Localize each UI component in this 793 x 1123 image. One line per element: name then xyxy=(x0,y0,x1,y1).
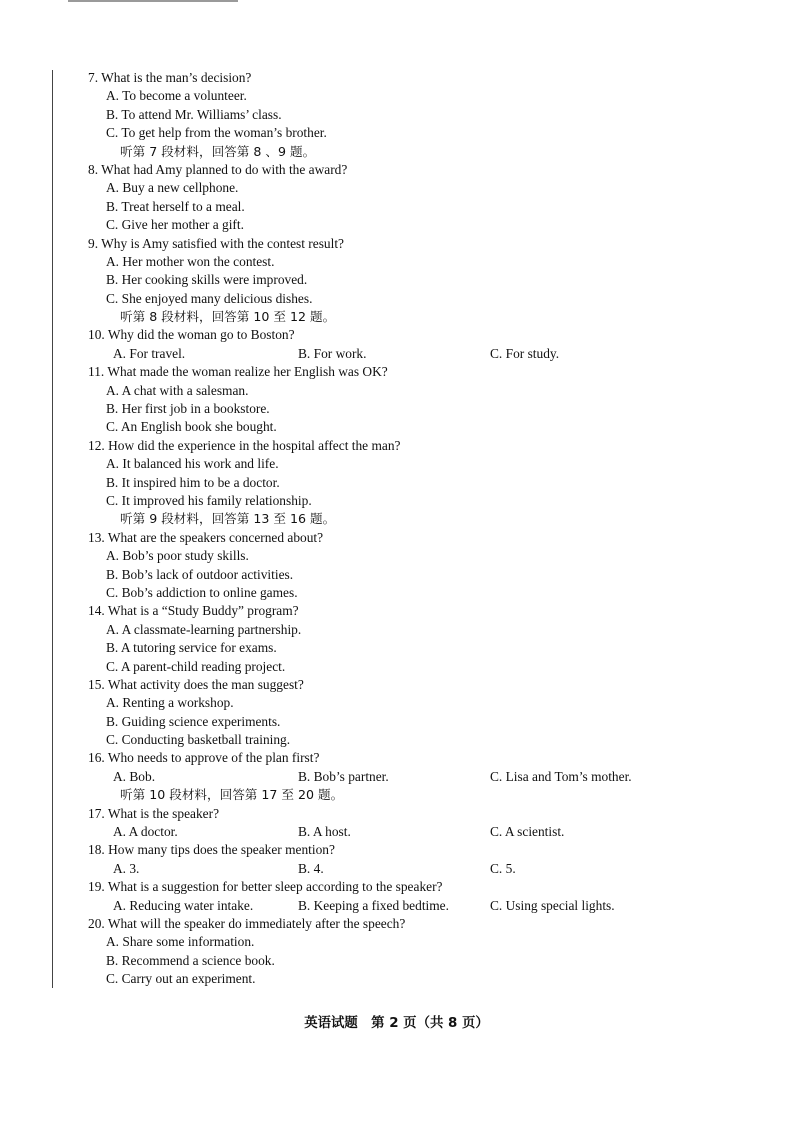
question-text: 14. What is a “Study Buddy” program? xyxy=(88,603,299,619)
option-text: C. Using special lights. xyxy=(490,897,615,913)
question-text: 9. Why is Amy satisfied with the contest result? xyxy=(88,235,344,251)
option-text: A. To become a volunteer. xyxy=(106,88,247,104)
option-text: A. Bob. xyxy=(113,768,156,784)
option-text: A. Bob’s poor study skills. xyxy=(106,548,249,564)
option-row xyxy=(0,897,793,915)
question-text: 11. What made the woman realize her English was OK? xyxy=(88,364,388,380)
option-text: B. 4. xyxy=(298,860,324,876)
option-text: C. Bob’s addiction to online games. xyxy=(106,584,298,600)
question-text: 20. What will the speaker do immediately after the speech? xyxy=(88,915,406,931)
option-text: A. Buy a new cellphone. xyxy=(106,180,239,196)
option-text: C. A parent-child reading project. xyxy=(106,658,286,674)
option-text: C. An English book she bought. xyxy=(106,419,277,435)
option-text: B. Treat herself to a meal. xyxy=(106,198,245,214)
question-text: 12. How did the experience in the hospital affect the man? xyxy=(88,437,401,453)
option-text: C. 5. xyxy=(490,860,516,876)
top-edge-rule xyxy=(68,0,238,2)
option-text: A. A doctor. xyxy=(113,824,178,840)
option-text: B. A tutoring service for exams. xyxy=(106,640,277,656)
page-footer: 英语试题 第 2 页（共 8 页） xyxy=(304,1016,489,1031)
option-text: B. A host. xyxy=(298,824,351,840)
option-row xyxy=(0,768,793,786)
option-text: C. A scientist. xyxy=(490,824,565,840)
option-text: B. To attend Mr. Williams’ class. xyxy=(106,106,282,122)
option-text: A. Her mother won the contest. xyxy=(106,253,275,269)
option-text: A. Reducing water intake. xyxy=(113,897,254,913)
question-text: 13. What are the speakers concerned about? xyxy=(88,529,324,545)
option-text: C. Lisa and Tom’s mother. xyxy=(490,768,632,784)
option-text: B. Her cooking skills were improved. xyxy=(106,272,308,288)
option-row xyxy=(0,860,793,878)
section-instruction: 听第 10 段材料，回答第 17 至 20 题。 xyxy=(120,787,344,803)
option-text: B. Recommend a science book. xyxy=(106,952,275,968)
question-text: 19. What is a suggestion for better sleep according to the speaker? xyxy=(88,879,443,895)
option-text: C. She enjoyed many delicious dishes. xyxy=(106,290,313,306)
option-text: A. A classmate-learning partnership. xyxy=(106,621,302,637)
option-text: B. It inspired him to be a doctor. xyxy=(106,474,280,490)
option-text: C. Carry out an experiment. xyxy=(106,971,256,987)
option-text: C. To get help from the woman’s brother. xyxy=(106,125,327,141)
option-text: B. Bob’s lack of outdoor activities. xyxy=(106,566,294,582)
option-row xyxy=(0,823,793,841)
option-text: A. For travel. xyxy=(113,345,186,361)
option-text: B. Guiding science experiments. xyxy=(106,713,281,729)
option-text: A. Renting a workshop. xyxy=(106,695,234,711)
section-instruction: 听第 8 段材料，回答第 10 至 12 题。 xyxy=(120,309,336,325)
option-text: A. A chat with a salesman. xyxy=(106,382,249,398)
question-text: 16. Who needs to approve of the plan first? xyxy=(88,750,320,766)
section-instruction: 听第 9 段材料，回答第 13 至 16 题。 xyxy=(120,511,336,527)
question-text: 17. What is the speaker? xyxy=(88,805,220,821)
option-text: A. Share some information. xyxy=(106,934,255,950)
option-text: A. 3. xyxy=(113,860,140,876)
option-text: B. Bob’s partner. xyxy=(298,768,389,784)
option-text: C. Conducting basketball training. xyxy=(106,732,291,748)
question-text: 8. What had Amy planned to do with the award? xyxy=(88,161,348,177)
question-text: 10. Why did the woman go to Boston? xyxy=(88,327,295,343)
option-text: A. It balanced his work and life. xyxy=(106,456,279,472)
option-text: B. Her first job in a bookstore. xyxy=(106,401,270,417)
option-text: C. It improved his family relationship. xyxy=(106,492,312,508)
question-text: 7. What is the man’s decision? xyxy=(88,70,252,85)
option-row xyxy=(0,345,793,363)
option-text: B. For work. xyxy=(298,345,367,361)
option-text: C. Give her mother a gift. xyxy=(106,217,244,233)
section-instruction: 听第 7 段材料，回答第 8 、9 题。 xyxy=(120,143,316,159)
option-text: B. Keeping a fixed bedtime. xyxy=(298,897,449,913)
question-text: 18. How many tips does the speaker mention? xyxy=(88,842,335,858)
exam-content xyxy=(0,69,793,989)
question-text: 15. What activity does the man suggest? xyxy=(88,676,304,692)
option-text: C. For study. xyxy=(490,345,560,361)
